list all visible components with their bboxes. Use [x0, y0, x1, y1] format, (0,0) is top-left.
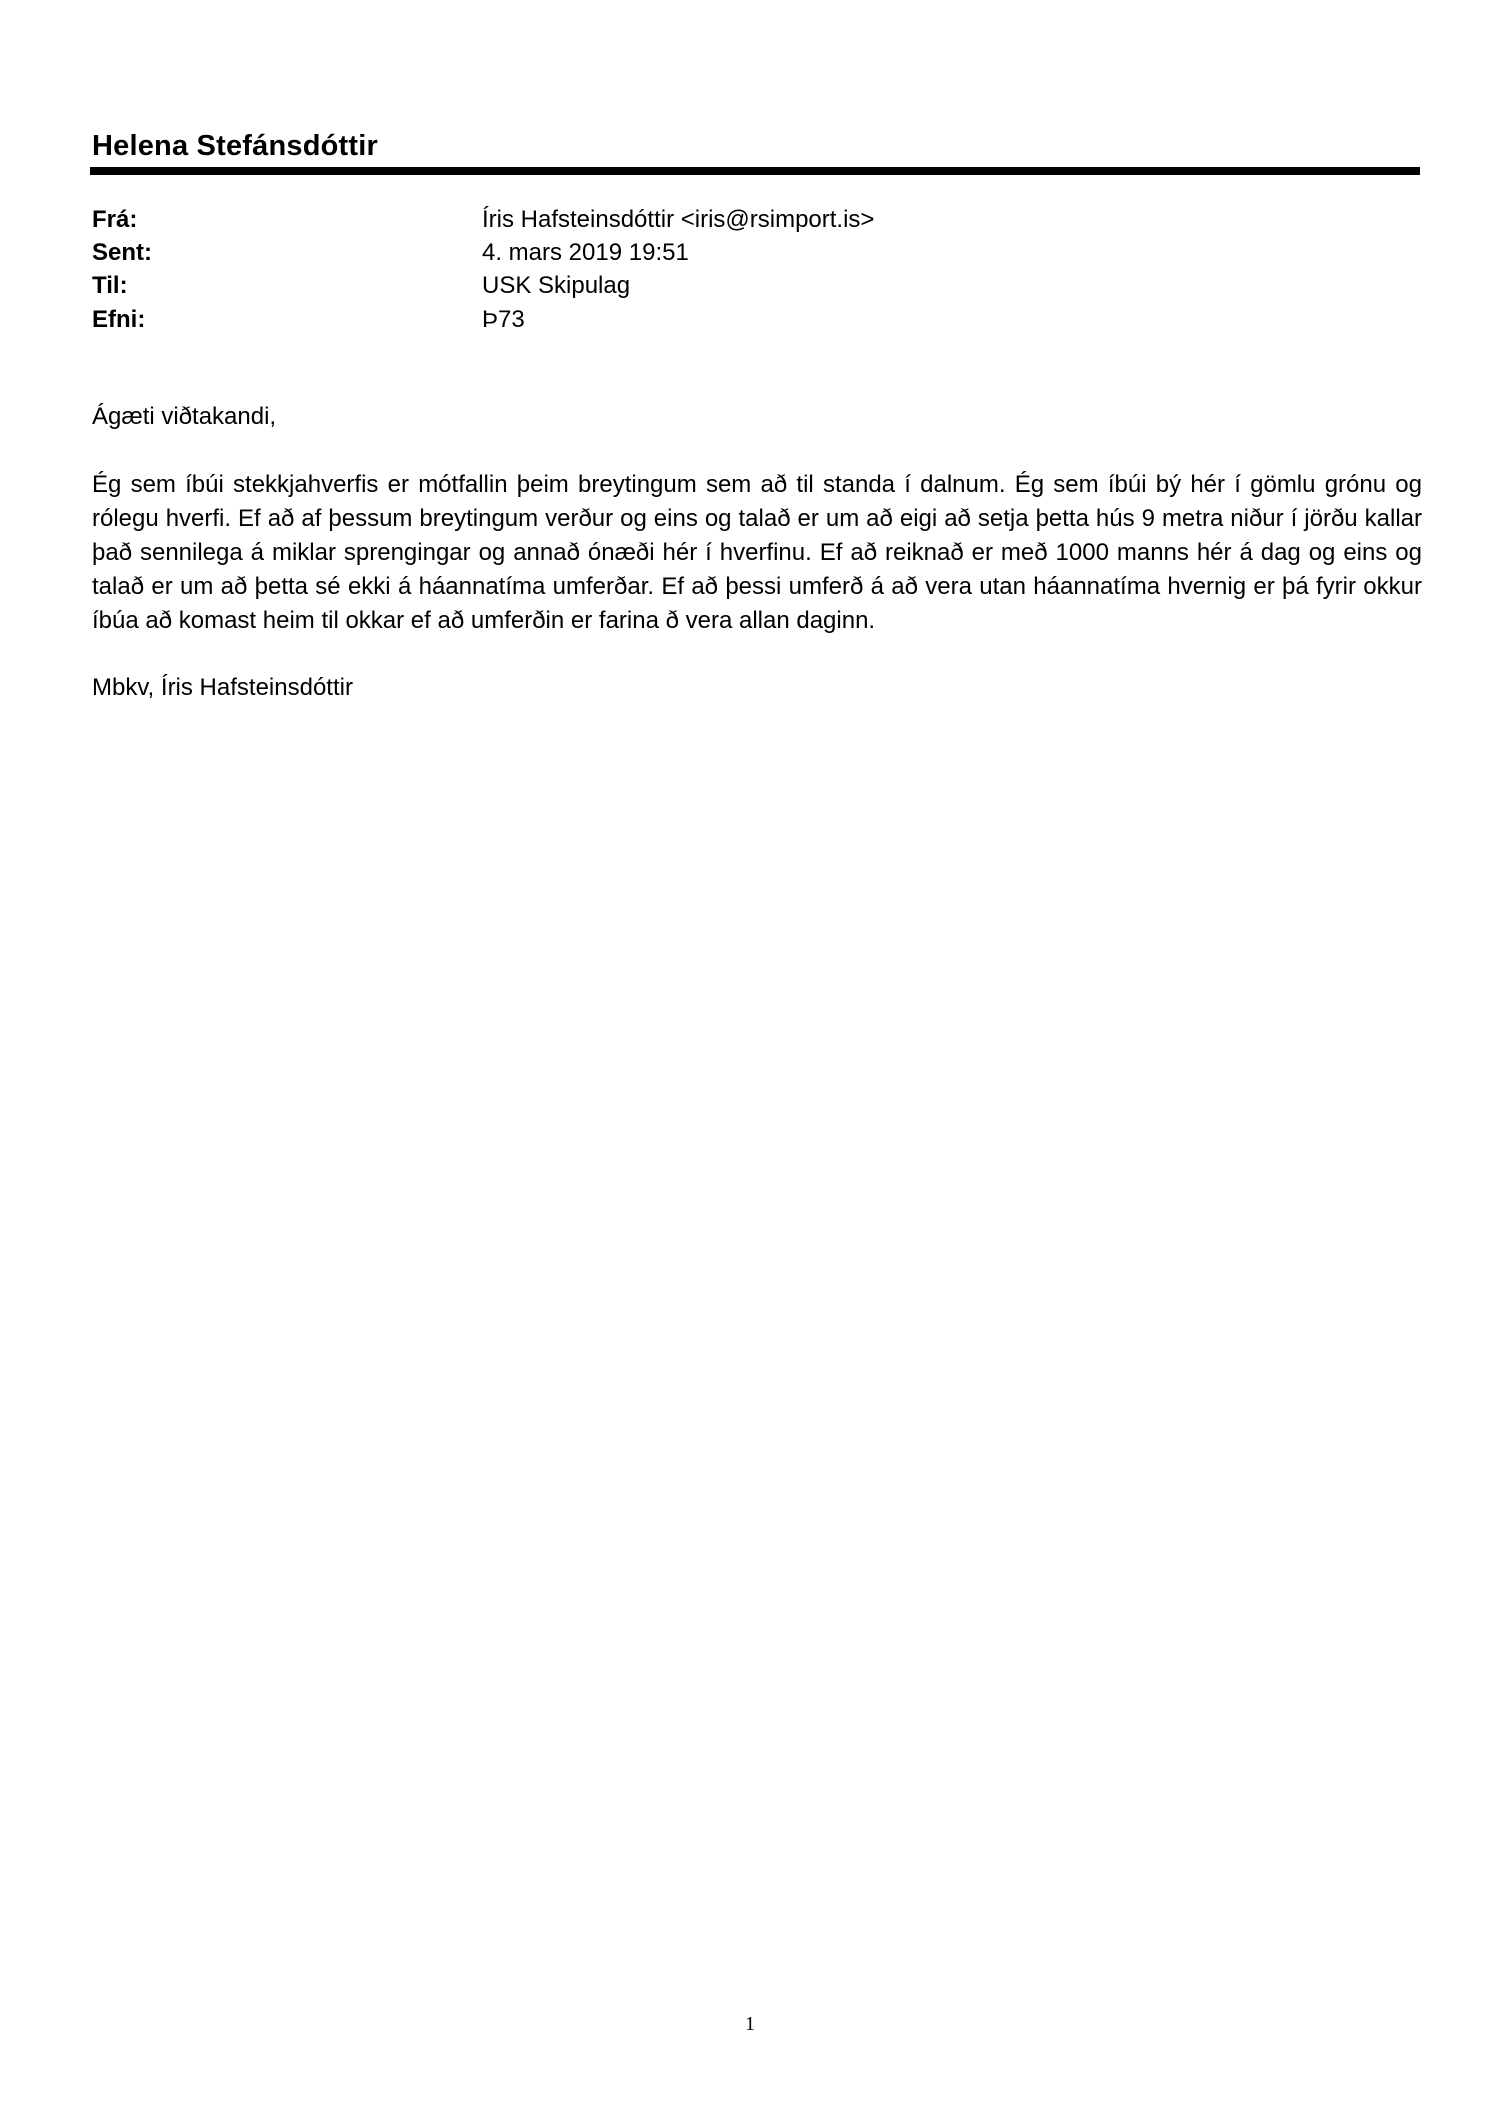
document-owner-name: Helena Stefánsdóttir [92, 130, 378, 162]
email-body-paragraph: Ég sem íbúi stekkjahverfis er mótfallin þeim breytingum sem að til standa í dalnum. Ég sem íbúi bý hér í gömlu grónu og rólegu hverfi. Ef að af þessum breytingum verður og eins og talað er um að eigi að setja þetta hús 9 metra niður í jörðu kallar það sennilega á miklar sprengingar og annað ónæði hér í hverfinu. Ef að reiknað er með 1000 manns hér á dag og eins og talað er um að þetta sé ekki á háannatíma umferðar. Ef að þessi umferð á að vera utan háannatíma hvernig er þá fyrir okkur íbúa að komast heim til okkar ef að umferðin er farina ð vera allan daginn. [92, 471, 1422, 634]
subject-label: Efni: [92, 306, 146, 333]
email-greeting: Ágæti viðtakandi, [92, 403, 277, 430]
header-divider [90, 167, 1420, 175]
from-value: Íris Hafsteinsdóttir <iris@rsimport.is> [482, 206, 875, 233]
to-value: USK Skipulag [482, 272, 631, 299]
subject-value: Þ73 [482, 306, 525, 333]
sent-value: 4. mars 2019 19:51 [482, 239, 689, 266]
sent-label: Sent: [92, 239, 152, 266]
to-label: Til: [92, 272, 128, 299]
page-number: 1 [745, 2013, 755, 2035]
from-label: Frá: [92, 206, 138, 233]
email-signoff: Mbkv, Íris Hafsteinsdóttir [92, 674, 353, 701]
